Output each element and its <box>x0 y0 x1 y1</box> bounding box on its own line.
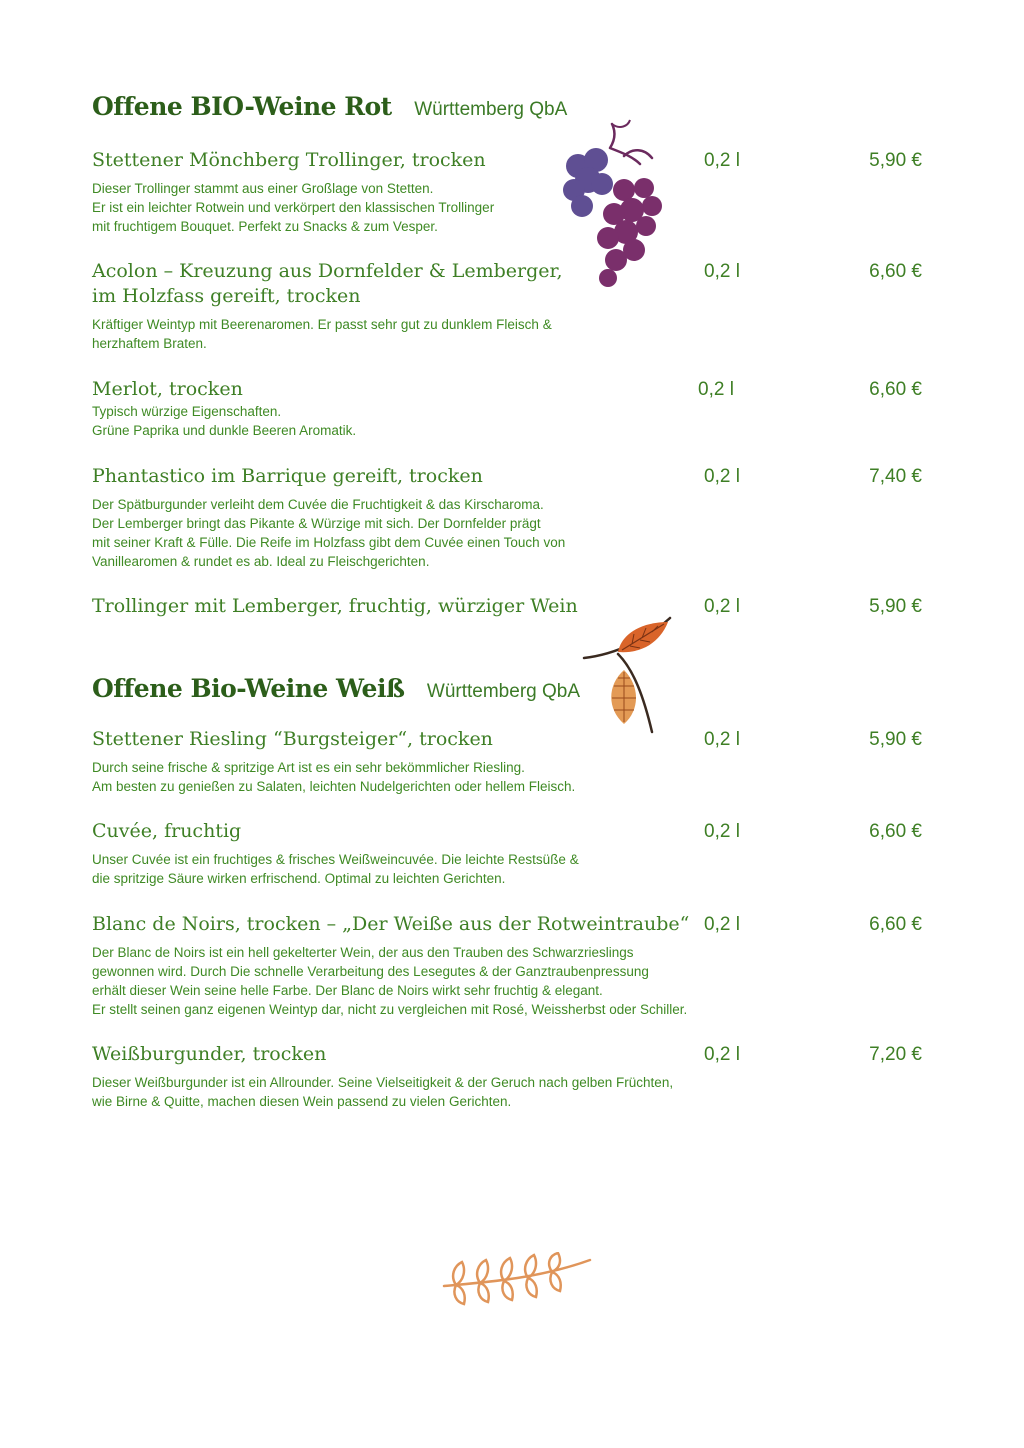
item-name: Weißburgunder, trocken <box>92 1043 327 1065</box>
section-header-red <box>92 92 567 121</box>
item-price: 7,20 € <box>869 1044 922 1065</box>
section-header-white <box>92 674 580 703</box>
item-volume: 0,2 l <box>704 466 740 487</box>
item-volume: 0,2 l <box>704 596 740 617</box>
item-volume: 0,2 l <box>704 821 740 842</box>
item-name: Cuvée, fruchtig <box>92 820 242 842</box>
item-name: Stettener Mönchberg Trollinger, trocken <box>92 149 486 171</box>
item-price: 5,90 € <box>869 150 922 171</box>
description-line: erhält dieser Wein seine helle Farbe. Der Blanc de Noirs wirkt sehr fruchtig & elegant. <box>92 983 603 998</box>
item-name: Blanc de Noirs, trocken – „Der Weiße aus der Rotweintraube“ <box>92 913 690 935</box>
description-line: mit seiner Kraft & Fülle. Die Reife im Holzfass gibt dem Cuvée einen Touch von <box>92 535 566 550</box>
item-name: Stettener Riesling “Burgsteiger“, trocken <box>92 728 493 750</box>
menu-item <box>92 377 932 440</box>
item-name: Trollinger mit Lemberger, fruchtig, würziger Wein <box>92 595 578 617</box>
item-volume: 0,2 l <box>704 1044 740 1065</box>
item-price: 6,60 € <box>869 379 922 400</box>
item-description <box>92 1073 932 1111</box>
item-description <box>92 943 932 1019</box>
description-line: Kräftiger Weintyp mit Beerenaromen. Er passt sehr gut zu dunklem Fleisch & <box>92 317 552 332</box>
description-line: Am besten zu genießen zu Salaten, leichten Nudelgerichten oder hellem Fleisch. <box>92 779 576 794</box>
description-line: Dieser Trollinger stammt aus einer Großlage von Stetten. <box>92 181 434 196</box>
description-line: Durch seine frische & spritzige Art ist es ein sehr bekömmlicher Riesling. <box>92 760 525 775</box>
menu-item <box>92 464 932 571</box>
item-price: 7,40 € <box>869 466 922 487</box>
grapes-icon <box>560 118 670 288</box>
item-description <box>92 402 932 440</box>
section-subtitle: Württemberg QbA <box>426 681 581 702</box>
description-line: mit fruchtigem Bouquet. Perfekt zu Snacks & zum Vesper. <box>92 219 438 234</box>
menu-item <box>92 1042 932 1111</box>
description-line: Er stellt seinen ganz eigenen Weintyp dar, nicht zu vergleichen mit Rosé, Weissherbst oder Schiller. <box>92 1002 688 1017</box>
description-line: gewonnen wird. Durch Die schnelle Verarbeitung des Lesegutes & der Ganztraubenpressung <box>92 964 649 979</box>
menu-item <box>92 819 932 888</box>
autumn-leaves-icon <box>578 614 678 736</box>
description-line: Grüne Paprika und dunkle Beeren Aromatik. <box>92 423 357 438</box>
item-name: Phantastico im Barrique gereift, trocken <box>92 465 483 487</box>
item-price: 5,90 € <box>869 596 922 617</box>
description-line: die spritzige Säure wirken erfrischend. Optimal zu leichten Gerichten. <box>92 871 506 886</box>
item-price: 6,60 € <box>869 914 922 935</box>
description-line: Unser Cuvée ist ein fruchtiges & frisches Weißweincuvée. Die leichte Restsüße & <box>92 852 579 867</box>
item-description <box>92 758 932 796</box>
menu-item <box>92 727 932 796</box>
item-volume: 0,2 l <box>704 261 740 282</box>
item-price: 6,60 € <box>869 821 922 842</box>
item-price: 6,60 € <box>869 261 922 282</box>
menu-item <box>92 259 932 353</box>
item-name: Merlot, trocken <box>92 378 243 400</box>
description-line: wie Birne & Quitte, machen diesen Wein passend zu vielen Gerichten. <box>92 1094 512 1109</box>
item-volume: 0,2 l <box>698 379 734 400</box>
item-volume: 0,2 l <box>704 914 740 935</box>
menu-item <box>92 148 932 236</box>
description-line: herzhaftem Braten. <box>92 336 207 351</box>
description-line: Typisch würzige Eigenschaften. <box>92 404 282 419</box>
item-description <box>92 850 932 888</box>
menu-item <box>92 594 932 619</box>
item-description <box>92 315 932 353</box>
section-subtitle: Württemberg QbA <box>414 99 568 120</box>
section-title: Offene BIO-Weine Rot <box>92 92 392 121</box>
item-price: 5,90 € <box>869 729 922 750</box>
section-title: Offene Bio-Weine Weiß <box>92 674 405 703</box>
description-line: Er ist ein leichter Rotwein und verkörpert den klassischen Trollinger <box>92 200 495 215</box>
item-name-continued: im Holzfass gereift, trocken <box>92 285 361 307</box>
description-line: Der Spätburgunder verleiht dem Cuvée die Fruchtigkeit & das Kirscharoma. <box>92 497 544 512</box>
item-description <box>92 495 932 571</box>
item-description <box>92 179 932 236</box>
menu-item <box>92 912 932 1019</box>
description-line: Der Blanc de Noirs ist ein hell gekelterter Wein, der aus den Trauben des Schwarzrieslings <box>92 945 634 960</box>
description-line: Vanillearomen & rundet es ab. Ideal zu Fleischgerichten. <box>92 554 430 569</box>
item-volume: 0,2 l <box>704 150 740 171</box>
description-line: Dieser Weißburgunder ist ein Allrounder. Seine Vielseitigkeit & der Geruch nach gelben Früchten, <box>92 1075 674 1090</box>
item-volume: 0,2 l <box>704 729 740 750</box>
item-name: Acolon – Kreuzung aus Dornfelder & Lemberger, <box>92 260 563 282</box>
description-line: Der Lemberger bringt das Pikante & Würzige mit sich. Der Dornfelder prägt <box>92 516 541 531</box>
wheat-sprig-icon <box>440 1252 594 1308</box>
